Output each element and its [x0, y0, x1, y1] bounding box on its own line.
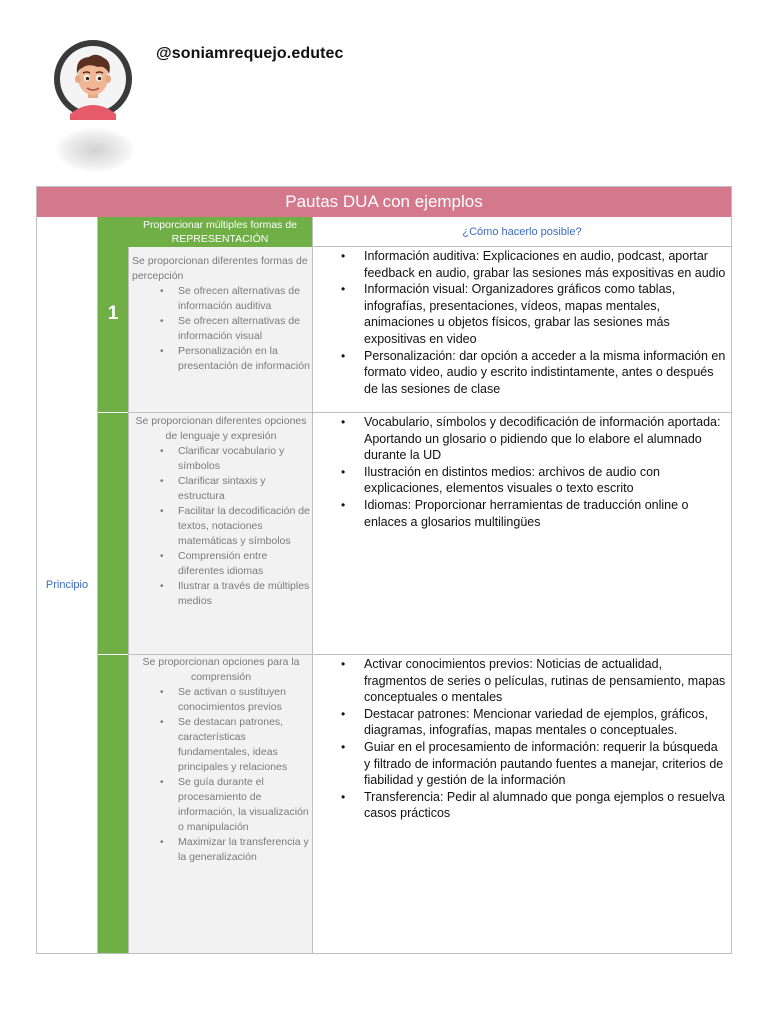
how-header: ¿Cómo hacerlo posible?: [312, 217, 731, 247]
dua-table: [36, 186, 732, 954]
principle-label: Principio: [45, 579, 89, 591]
table-title: Pautas DUA con ejemplos: [37, 187, 731, 217]
list-item: • Clarificar sintaxis y estructura: [160, 474, 310, 504]
guideline-list: [160, 284, 310, 374]
row-divider: [128, 412, 731, 413]
guideline-cell: [132, 414, 310, 609]
guideline-intro: Se proporcionan diferentes opciones de lenguaje y expresión: [135, 415, 307, 442]
list-item: • Personalización en la presentación de información: [160, 344, 310, 374]
list-item: • Se destacan patrones, características fundamentales, ideas principales y relaciones: [160, 715, 310, 775]
list-item: • Guiar en el procesamiento de información: requerir la búsqueda y filtrado de información pautando fuentes a manejar, criterios de fiabilidad y gestión de la información: [319, 739, 727, 789]
list-item: • Se ofrecen alternativas de información visual: [160, 314, 310, 344]
examples-cell: [319, 414, 727, 530]
examples-cell: [319, 656, 727, 822]
list-item: • Ilustrar a través de múltiples medios: [160, 579, 310, 609]
list-item: • Se activan o sustituyen conocimientos previos: [160, 685, 310, 715]
list-item: • Vocabulario, símbolos y decodificación de información aportada: Aportando un glosario o pidiendo que lo elabore el alumnado durante la UD: [319, 414, 727, 464]
list-item: • Activar conocimientos previos: Noticias de actualidad, fragmentos de series o películas, rutinas de pensamiento, mapas conceptuales o mentales: [319, 656, 727, 706]
guideline-list: [160, 685, 310, 865]
list-item: • Facilitar la decodificación de textos, notaciones matemáticas y símbolos: [160, 504, 310, 549]
representation-header: Proporcionar múltiples formas de REPRESENTACIÓN: [128, 217, 312, 247]
principle-label-cell: [37, 217, 98, 953]
column-divider: [312, 247, 313, 953]
bitmoji-avatar-icon: [52, 38, 134, 120]
principle-number: 1: [107, 303, 119, 324]
list-item: • Información auditiva: Explicaciones en audio, podcast, aportar feedback en audio, grabar las sesiones más expositivas en audio: [319, 248, 727, 281]
examples-cell: [319, 248, 727, 397]
list-item: • Idiomas: Proporcionar herramientas de traducción online o enlaces a glosarios multilingües: [319, 497, 727, 530]
guideline-cell: [132, 655, 310, 865]
guideline-intro: Se proporcionan diferentes formas de percepción: [132, 255, 308, 282]
list-item: • Personalización: dar opción a acceder a la misma información en formato video, audio y escrito indistintamente, antes o después de las sesiones de clase: [319, 348, 727, 398]
row-divider: [98, 412, 128, 413]
examples-list: [319, 414, 727, 530]
row-divider: [98, 654, 128, 655]
account-handle: @soniamrequejo.edutec: [156, 45, 344, 62]
guideline-list: [160, 444, 310, 609]
list-item: • Comprensión entre diferentes idiomas: [160, 549, 310, 579]
examples-list: [319, 248, 727, 397]
list-item: • Se ofrecen alternativas de información auditiva: [160, 284, 310, 314]
examples-list: [319, 656, 727, 822]
list-item: • Transferencia: Pedir al alumnado que ponga ejemplos o resuelva casos prácticos: [319, 789, 727, 822]
guideline-cell: [132, 254, 310, 374]
avatar-shadow: [56, 128, 134, 172]
avatar: [52, 38, 134, 120]
list-item: • Destacar patrones: Mencionar variedad de ejemplos, gráficos, diagramas, infografías, mapas mentales o conceptuales.: [319, 706, 727, 739]
list-item: • Información visual: Organizadores gráficos como tablas, infografías, presentaciones, vídeos, mapas mentales, animaciones u objetos físicos, grabar las sesiones más expositivas en video: [319, 281, 727, 347]
list-item: • Clarificar vocabulario y símbolos: [160, 444, 310, 474]
guideline-intro: Se proporcionan opciones para la comprensión: [142, 656, 300, 683]
principle-number-column: [98, 217, 128, 953]
list-item: • Ilustración en distintos medios: archivos de audio con explicaciones, elementos visuales o texto escrito: [319, 464, 727, 497]
list-item: • Maximizar la transferencia y la generalización: [160, 835, 310, 865]
list-item: • Se guía durante el procesamiento de información, la visualización o manipulación: [160, 775, 310, 835]
